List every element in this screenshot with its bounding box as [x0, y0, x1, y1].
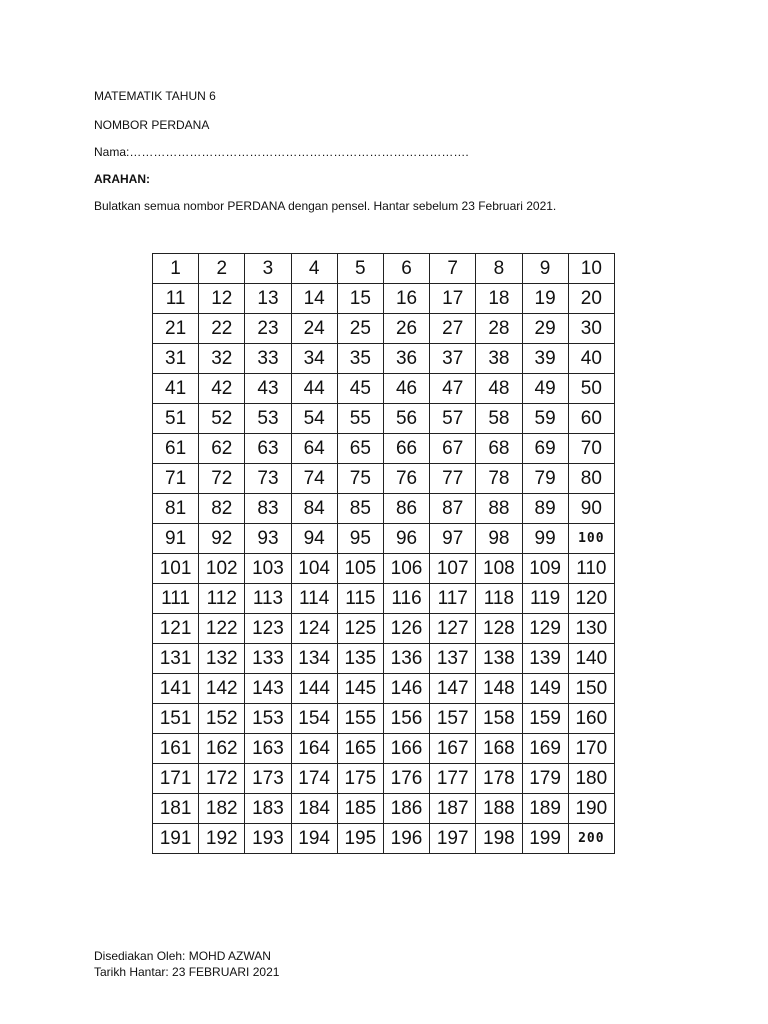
instruction-heading: ARAHAN:	[94, 172, 150, 186]
grid-cell[interactable]: 119	[522, 584, 568, 614]
grid-cell[interactable]: 106	[383, 554, 429, 584]
grid-cell[interactable]: 68	[476, 434, 522, 464]
grid-cell[interactable]: 76	[383, 464, 429, 494]
grid-cell[interactable]: 179	[522, 764, 568, 794]
grid-cell[interactable]: 99	[522, 524, 568, 554]
grid-cell[interactable]: 20	[568, 284, 614, 314]
grid-row	[153, 524, 615, 554]
grid-row	[153, 764, 615, 794]
grid-cell[interactable]: 18	[476, 284, 522, 314]
grid-cell[interactable]: 53	[245, 404, 291, 434]
grid-cell[interactable]: 117	[430, 584, 476, 614]
instruction-text: Bulatkan semua nombor PERDANA dengan pensel. Hantar sebelum 23 Februari 2021.	[94, 199, 557, 213]
grid-cell[interactable]: 196	[383, 824, 429, 854]
submit-date: Tarikh Hantar: 23 FEBRUARI 2021	[94, 965, 280, 979]
grid-cell[interactable]: 148	[476, 674, 522, 704]
grid-cell[interactable]: 27	[430, 314, 476, 344]
grid-cell[interactable]: 85	[337, 494, 383, 524]
grid-cell[interactable]: 107	[430, 554, 476, 584]
grid-cell[interactable]: 185	[337, 794, 383, 824]
grid-cell[interactable]: 7	[430, 254, 476, 284]
grid-cell[interactable]: 188	[476, 794, 522, 824]
grid-cell[interactable]: 192	[199, 824, 245, 854]
grid-cell[interactable]: 111	[153, 584, 199, 614]
grid-cell[interactable]: 92	[199, 524, 245, 554]
grid-cell[interactable]: 166	[383, 734, 429, 764]
grid-cell[interactable]: 128	[476, 614, 522, 644]
grid-cell[interactable]: 73	[245, 464, 291, 494]
grid-cell[interactable]: 127	[430, 614, 476, 644]
grid-cell[interactable]: 108	[476, 554, 522, 584]
grid-cell[interactable]: 22	[199, 314, 245, 344]
topic-title: NOMBOR PERDANA	[94, 118, 210, 132]
grid-cell[interactable]: 167	[430, 734, 476, 764]
grid-cell[interactable]: 10	[568, 254, 614, 284]
grid-cell[interactable]: 45	[337, 374, 383, 404]
grid-row	[153, 704, 615, 734]
grid-cell[interactable]: 153	[245, 704, 291, 734]
grid-cell[interactable]: 147	[430, 674, 476, 704]
grid-cell[interactable]: 2	[199, 254, 245, 284]
grid-cell[interactable]: 43	[245, 374, 291, 404]
grid-cell[interactable]: 94	[291, 524, 337, 554]
grid-cell[interactable]: 60	[568, 404, 614, 434]
grid-cell[interactable]: 41	[153, 374, 199, 404]
grid-cell[interactable]: 158	[476, 704, 522, 734]
grid-cell[interactable]: 152	[199, 704, 245, 734]
grid-cell[interactable]: 87	[430, 494, 476, 524]
grid-cell[interactable]: 132	[199, 644, 245, 674]
grid-cell[interactable]: 137	[430, 644, 476, 674]
grid-cell[interactable]: 175	[337, 764, 383, 794]
grid-cell[interactable]: 57	[430, 404, 476, 434]
grid-cell[interactable]: 24	[291, 314, 337, 344]
grid-row	[153, 734, 615, 764]
grid-cell[interactable]: 32	[199, 344, 245, 374]
grid-cell[interactable]: 89	[522, 494, 568, 524]
grid-cell[interactable]: 66	[383, 434, 429, 464]
grid-cell[interactable]: 161	[153, 734, 199, 764]
grid-cell[interactable]: 12	[199, 284, 245, 314]
grid-cell[interactable]: 86	[383, 494, 429, 524]
grid-cell[interactable]: 49	[522, 374, 568, 404]
grid-cell[interactable]: 38	[476, 344, 522, 374]
grid-cell[interactable]: 97	[430, 524, 476, 554]
grid-cell[interactable]: 155	[337, 704, 383, 734]
grid-cell[interactable]: 88	[476, 494, 522, 524]
grid-cell[interactable]: 129	[522, 614, 568, 644]
grid-cell[interactable]: 133	[245, 644, 291, 674]
grid-cell[interactable]: 134	[291, 644, 337, 674]
grid-cell[interactable]: 79	[522, 464, 568, 494]
grid-cell[interactable]: 62	[199, 434, 245, 464]
grid-cell[interactable]: 80	[568, 464, 614, 494]
grid-row	[153, 344, 615, 374]
grid-cell[interactable]: 160	[568, 704, 614, 734]
grid-cell[interactable]: 11	[153, 284, 199, 314]
number-grid	[152, 253, 615, 849]
grid-cell[interactable]: 90	[568, 494, 614, 524]
grid-cell[interactable]: 96	[383, 524, 429, 554]
grid-cell[interactable]: 58	[476, 404, 522, 434]
grid-cell[interactable]: 40	[568, 344, 614, 374]
grid-cell[interactable]: 112	[199, 584, 245, 614]
grid-cell[interactable]: 28	[476, 314, 522, 344]
grid-cell[interactable]: 55	[337, 404, 383, 434]
grid-cell[interactable]: 67	[430, 434, 476, 464]
grid-cell[interactable]: 15	[337, 284, 383, 314]
grid-cell[interactable]: 23	[245, 314, 291, 344]
grid-cell[interactable]: 25	[337, 314, 383, 344]
grid-cell[interactable]: 130	[568, 614, 614, 644]
grid-row	[153, 314, 615, 344]
grid-cell[interactable]: 186	[383, 794, 429, 824]
grid-cell[interactable]: 159	[522, 704, 568, 734]
grid-cell[interactable]: 189	[522, 794, 568, 824]
grid-cell[interactable]: 36	[383, 344, 429, 374]
grid-cell[interactable]: 190	[568, 794, 614, 824]
grid-cell[interactable]: 181	[153, 794, 199, 824]
grid-cell[interactable]: 180	[568, 764, 614, 794]
grid-cell[interactable]: 149	[522, 674, 568, 704]
grid-cell[interactable]: 69	[522, 434, 568, 464]
grid-cell[interactable]: 198	[476, 824, 522, 854]
grid-cell[interactable]: 50	[568, 374, 614, 404]
grid-cell[interactable]: 109	[522, 554, 568, 584]
grid-cell[interactable]: 26	[383, 314, 429, 344]
grid-cell[interactable]: 176	[383, 764, 429, 794]
grid-cell[interactable]: 118	[476, 584, 522, 614]
grid-cell[interactable]: 141	[153, 674, 199, 704]
grid-cell[interactable]: 6	[383, 254, 429, 284]
grid-cell[interactable]: 103	[245, 554, 291, 584]
grid-cell[interactable]: 145	[337, 674, 383, 704]
grid-cell[interactable]: 151	[153, 704, 199, 734]
grid-cell[interactable]: 74	[291, 464, 337, 494]
grid-cell[interactable]: 156	[383, 704, 429, 734]
grid-cell[interactable]: 33	[245, 344, 291, 374]
grid-cell[interactable]: 174	[291, 764, 337, 794]
grid-cell[interactable]: 104	[291, 554, 337, 584]
grid-cell[interactable]: 154	[291, 704, 337, 734]
grid-cell[interactable]: 13	[245, 284, 291, 314]
grid-cell[interactable]: 47	[430, 374, 476, 404]
name-field-label: Nama:………………………………………………………………………….	[94, 145, 469, 159]
grid-cell[interactable]: 35	[337, 344, 383, 374]
grid-cell[interactable]: 171	[153, 764, 199, 794]
grid-cell[interactable]: 52	[199, 404, 245, 434]
grid-cell[interactable]: 63	[245, 434, 291, 464]
grid-row	[153, 614, 615, 644]
grid-cell[interactable]: 182	[199, 794, 245, 824]
grid-cell[interactable]: 120	[568, 584, 614, 614]
grid-cell[interactable]: 71	[153, 464, 199, 494]
grid-cell[interactable]: 48	[476, 374, 522, 404]
grid-cell[interactable]: 98	[476, 524, 522, 554]
grid-row	[153, 464, 615, 494]
grid-cell[interactable]: 84	[291, 494, 337, 524]
grid-cell[interactable]: 56	[383, 404, 429, 434]
grid-row	[153, 494, 615, 524]
grid-cell[interactable]: 146	[383, 674, 429, 704]
grid-cell[interactable]: 177	[430, 764, 476, 794]
grid-row	[153, 794, 615, 824]
grid-cell[interactable]: 115	[337, 584, 383, 614]
grid-cell[interactable]: 17	[430, 284, 476, 314]
grid-cell[interactable]: 61	[153, 434, 199, 464]
grid-row	[153, 254, 615, 284]
grid-cell[interactable]: 77	[430, 464, 476, 494]
grid-cell[interactable]: 75	[337, 464, 383, 494]
grid-cell[interactable]: 169	[522, 734, 568, 764]
grid-cell[interactable]: 42	[199, 374, 245, 404]
grid-cell[interactable]: 162	[199, 734, 245, 764]
grid-cell[interactable]: 138	[476, 644, 522, 674]
grid-cell[interactable]: 131	[153, 644, 199, 674]
grid-cell[interactable]: 114	[291, 584, 337, 614]
grid-cell[interactable]: 200	[568, 824, 614, 854]
grid-cell[interactable]: 51	[153, 404, 199, 434]
grid-cell[interactable]: 194	[291, 824, 337, 854]
grid-cell[interactable]: 102	[199, 554, 245, 584]
grid-cell[interactable]: 116	[383, 584, 429, 614]
grid-cell[interactable]: 5	[337, 254, 383, 284]
grid-cell[interactable]: 105	[337, 554, 383, 584]
grid-cell[interactable]: 95	[337, 524, 383, 554]
grid-row	[153, 584, 615, 614]
grid-row	[153, 434, 615, 464]
grid-cell[interactable]: 4	[291, 254, 337, 284]
grid-row	[153, 674, 615, 704]
grid-row	[153, 644, 615, 674]
grid-cell[interactable]: 70	[568, 434, 614, 464]
grid-cell[interactable]: 64	[291, 434, 337, 464]
grid-cell[interactable]: 122	[199, 614, 245, 644]
grid-cell[interactable]: 140	[568, 644, 614, 674]
grid-cell[interactable]: 191	[153, 824, 199, 854]
grid-cell[interactable]: 142	[199, 674, 245, 704]
grid-cell[interactable]: 135	[337, 644, 383, 674]
grid-cell[interactable]: 91	[153, 524, 199, 554]
grid-cell[interactable]: 30	[568, 314, 614, 344]
grid-cell[interactable]: 81	[153, 494, 199, 524]
grid-cell[interactable]: 54	[291, 404, 337, 434]
grid-cell[interactable]: 16	[383, 284, 429, 314]
grid-cell[interactable]: 124	[291, 614, 337, 644]
grid-cell[interactable]: 19	[522, 284, 568, 314]
grid-cell[interactable]: 197	[430, 824, 476, 854]
grid-cell[interactable]: 29	[522, 314, 568, 344]
grid-cell[interactable]: 1	[153, 254, 199, 284]
number-grid-table	[152, 253, 615, 854]
grid-cell[interactable]: 8	[476, 254, 522, 284]
grid-cell[interactable]: 21	[153, 314, 199, 344]
grid-cell[interactable]: 14	[291, 284, 337, 314]
grid-cell[interactable]: 46	[383, 374, 429, 404]
grid-cell[interactable]: 170	[568, 734, 614, 764]
grid-cell[interactable]: 195	[337, 824, 383, 854]
grid-cell[interactable]: 193	[245, 824, 291, 854]
grid-cell[interactable]: 34	[291, 344, 337, 374]
grid-cell[interactable]: 113	[245, 584, 291, 614]
grid-cell[interactable]: 136	[383, 644, 429, 674]
grid-cell[interactable]: 199	[522, 824, 568, 854]
grid-cell[interactable]: 65	[337, 434, 383, 464]
grid-cell[interactable]: 144	[291, 674, 337, 704]
grid-cell[interactable]: 157	[430, 704, 476, 734]
grid-cell[interactable]: 83	[245, 494, 291, 524]
subject-title: MATEMATIK TAHUN 6	[94, 89, 216, 103]
grid-cell[interactable]: 165	[337, 734, 383, 764]
grid-cell[interactable]: 31	[153, 344, 199, 374]
grid-cell[interactable]: 100	[568, 524, 614, 554]
grid-cell[interactable]: 101	[153, 554, 199, 584]
grid-cell[interactable]: 163	[245, 734, 291, 764]
grid-cell[interactable]: 72	[199, 464, 245, 494]
grid-cell[interactable]: 126	[383, 614, 429, 644]
grid-cell[interactable]: 44	[291, 374, 337, 404]
grid-cell[interactable]: 143	[245, 674, 291, 704]
grid-cell[interactable]: 178	[476, 764, 522, 794]
grid-cell[interactable]: 139	[522, 644, 568, 674]
grid-cell[interactable]: 168	[476, 734, 522, 764]
grid-cell[interactable]: 173	[245, 764, 291, 794]
grid-cell[interactable]: 183	[245, 794, 291, 824]
grid-cell[interactable]: 59	[522, 404, 568, 434]
grid-cell[interactable]: 164	[291, 734, 337, 764]
grid-cell[interactable]: 82	[199, 494, 245, 524]
grid-cell[interactable]: 78	[476, 464, 522, 494]
grid-cell[interactable]: 125	[337, 614, 383, 644]
grid-row	[153, 554, 615, 584]
grid-row	[153, 284, 615, 314]
grid-cell[interactable]: 150	[568, 674, 614, 704]
grid-cell[interactable]: 3	[245, 254, 291, 284]
grid-cell[interactable]: 123	[245, 614, 291, 644]
grid-cell[interactable]: 121	[153, 614, 199, 644]
grid-cell[interactable]: 93	[245, 524, 291, 554]
grid-cell[interactable]: 39	[522, 344, 568, 374]
prepared-by: Disediakan Oleh: MOHD AZWAN	[94, 949, 271, 963]
grid-cell[interactable]: 184	[291, 794, 337, 824]
grid-cell[interactable]: 172	[199, 764, 245, 794]
grid-cell[interactable]: 9	[522, 254, 568, 284]
grid-cell[interactable]: 37	[430, 344, 476, 374]
grid-row	[153, 824, 615, 854]
grid-row	[153, 374, 615, 404]
grid-cell[interactable]: 187	[430, 794, 476, 824]
grid-cell[interactable]: 110	[568, 554, 614, 584]
grid-row	[153, 404, 615, 434]
